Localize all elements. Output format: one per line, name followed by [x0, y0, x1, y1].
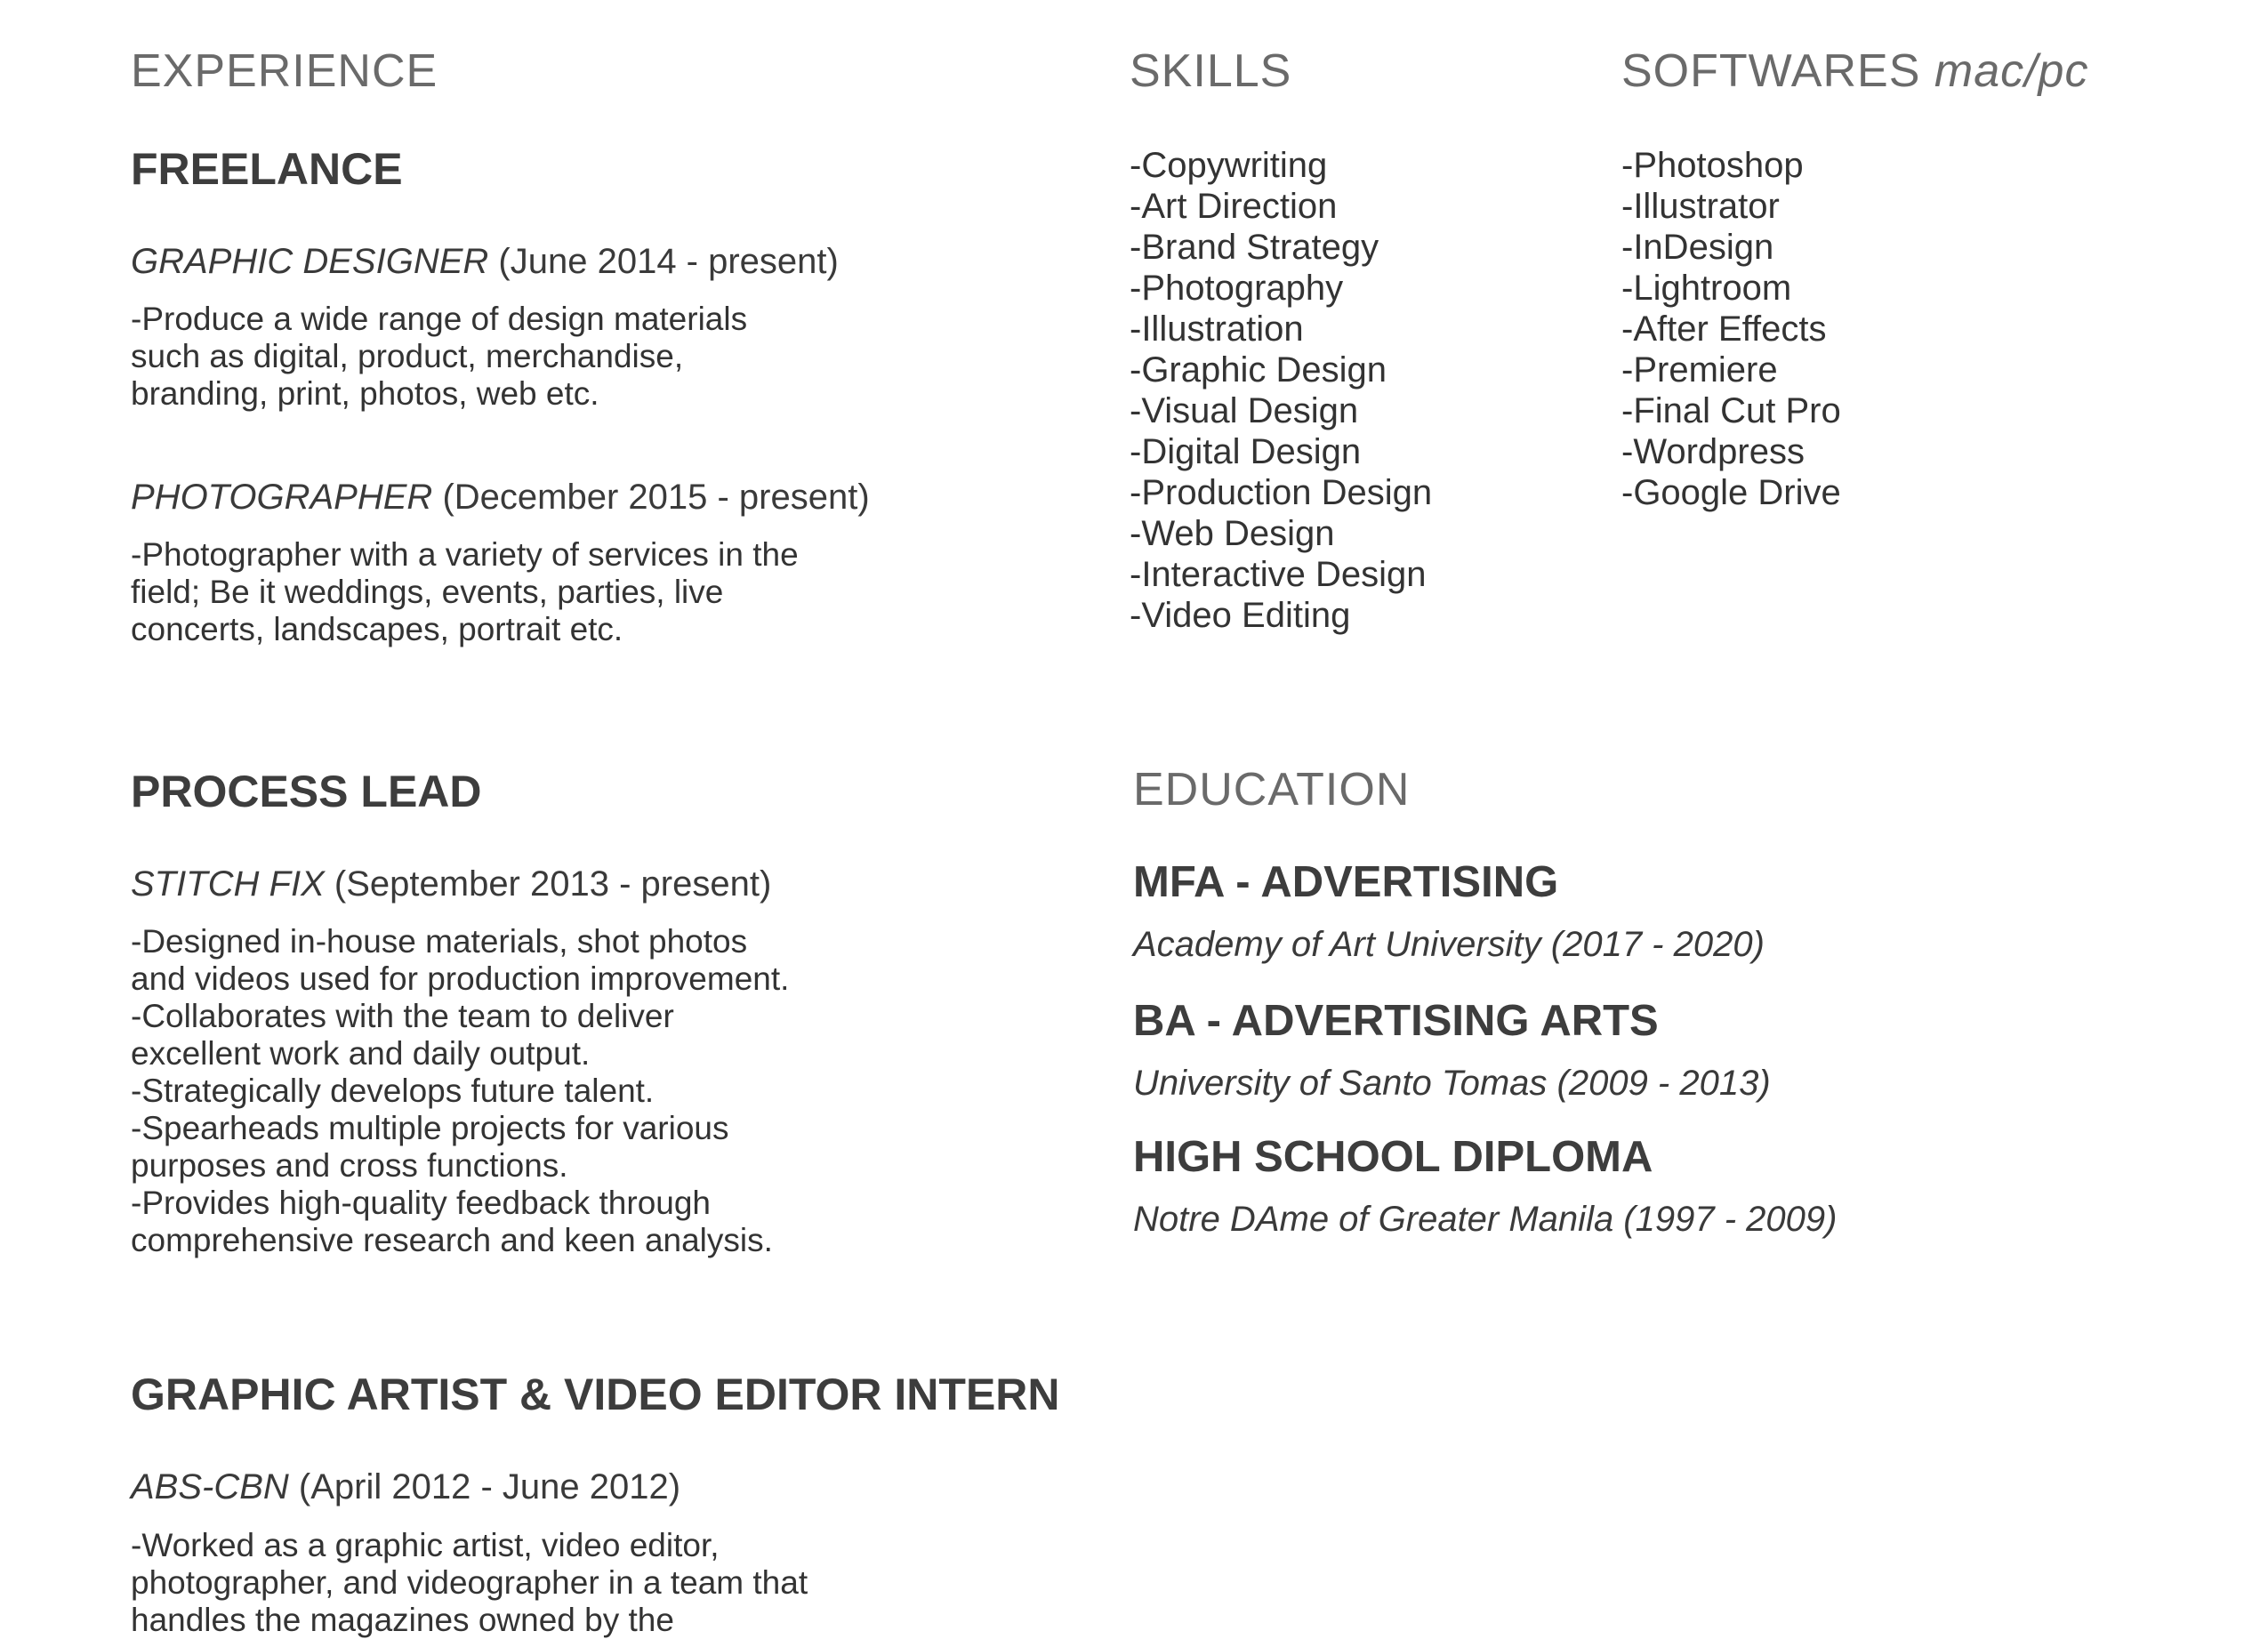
skill-item: -Illustration [1130, 309, 1304, 349]
experience-heading: EXPERIENCE [131, 45, 438, 97]
description-line: branding, print, photos, web etc. [131, 375, 599, 412]
softwares-heading-platforms: mac/pc [1934, 45, 2089, 97]
school-academy-of-art: Academy of Art University (2017 - 2020) [1133, 925, 1765, 964]
role-dates: (June 2014 - present) [488, 242, 839, 281]
school-santo-tomas: University of Santo Tomas (2009 - 2013) [1133, 1064, 1771, 1103]
description-line: -Worked as a graphic artist, video editor, [131, 1527, 720, 1563]
software-item: -Illustrator [1621, 187, 1780, 226]
description-line: -Photographer with a variety of services in the [131, 536, 799, 573]
role-line-stitch-fix [131, 866, 771, 902]
skill-item: -Digital Design [1130, 432, 1362, 471]
description-line: excellent work and daily output. [131, 1035, 591, 1072]
skill-item: -Art Direction [1130, 187, 1338, 226]
education-heading: EDUCATION [1133, 764, 1411, 815]
description-line: such as digital, product, merchandise, [131, 338, 684, 374]
software-item: -Photoshop [1621, 146, 1804, 185]
skill-item: -Web Design [1130, 514, 1335, 553]
software-item: -Lightroom [1621, 269, 1792, 308]
skill-item: -Production Design [1130, 473, 1433, 512]
software-item: -InDesign [1621, 228, 1774, 267]
skill-item: -Interactive Design [1130, 555, 1427, 594]
skill-item: -Photography [1130, 269, 1344, 308]
role-line-abs-cbn [131, 1469, 680, 1505]
description-line: concerts, landscapes, portrait etc. [131, 611, 623, 647]
skill-item: -Visual Design [1130, 391, 1359, 430]
role-name: STITCH FIX [131, 864, 325, 904]
software-item: -Final Cut Pro [1621, 391, 1841, 430]
softwares-heading-label: SOFTWARES [1621, 45, 1921, 97]
role-description-photographer [131, 536, 949, 648]
skills-heading: SKILLS [1130, 45, 1292, 97]
degree-mfa: MFA - ADVERTISING [1133, 858, 1559, 906]
description-line: -Designed in-house materials, shot photos [131, 923, 748, 960]
description-line: -Strategically develops future talent. [131, 1073, 655, 1109]
role-name: PHOTOGRAPHER [131, 478, 433, 517]
description-line: -Spearheads multiple projects for various [131, 1110, 729, 1146]
degree-high-school: HIGH SCHOOL DIPLOMA [1133, 1133, 1653, 1181]
description-line: and videos used for production improvement. [131, 960, 790, 997]
job-title-process-lead: PROCESS LEAD [131, 767, 482, 816]
role-name: ABS-CBN [131, 1467, 289, 1506]
description-line: -Produce a wide range of design materials [131, 301, 748, 337]
software-item: -Google Drive [1621, 473, 1841, 512]
softwares-list [1621, 145, 1841, 513]
description-line: handles the magazines owned by the [131, 1602, 674, 1638]
softwares-heading [1621, 45, 2089, 97]
software-item: -After Effects [1621, 309, 1827, 349]
description-line: comprehensive research and keen analysis. [131, 1222, 773, 1258]
job-title-intern: GRAPHIC ARTIST & VIDEO EDITOR INTERN [131, 1370, 1060, 1419]
role-description-graphic-designer [131, 301, 949, 413]
description-line: purposes and cross functions. [131, 1147, 568, 1184]
role-name: GRAPHIC DESIGNER [131, 242, 489, 281]
role-dates: (December 2015 - present) [432, 478, 870, 517]
description-line: field; Be it weddings, events, parties, live [131, 574, 724, 610]
software-item: -Wordpress [1621, 432, 1805, 471]
skill-item: -Copywriting [1130, 146, 1328, 185]
skill-item: -Video Editing [1130, 596, 1351, 635]
description-line: photographer, and videographer in a team that [131, 1564, 808, 1601]
role-line-photographer [131, 479, 870, 515]
description-line: -Provides high-quality feedback through [131, 1185, 711, 1221]
role-dates: (September 2013 - present) [324, 864, 772, 904]
role-description-stitch-fix [131, 923, 949, 1259]
skills-list [1130, 145, 1432, 636]
role-line-graphic-designer [131, 244, 839, 279]
role-dates: (April 2012 - June 2012) [288, 1467, 681, 1506]
job-title-freelance: FREELANCE [131, 144, 403, 194]
school-notre-dame: Notre DAme of Greater Manila (1997 - 2009) [1133, 1200, 1838, 1239]
skill-item: -Brand Strategy [1130, 228, 1379, 267]
degree-ba: BA - ADVERTISING ARTS [1133, 997, 1659, 1045]
software-item: -Premiere [1621, 350, 1778, 390]
description-line: -Collaborates with the team to deliver [131, 998, 674, 1034]
role-description-abs-cbn [131, 1527, 949, 1639]
skill-item: -Graphic Design [1130, 350, 1387, 390]
